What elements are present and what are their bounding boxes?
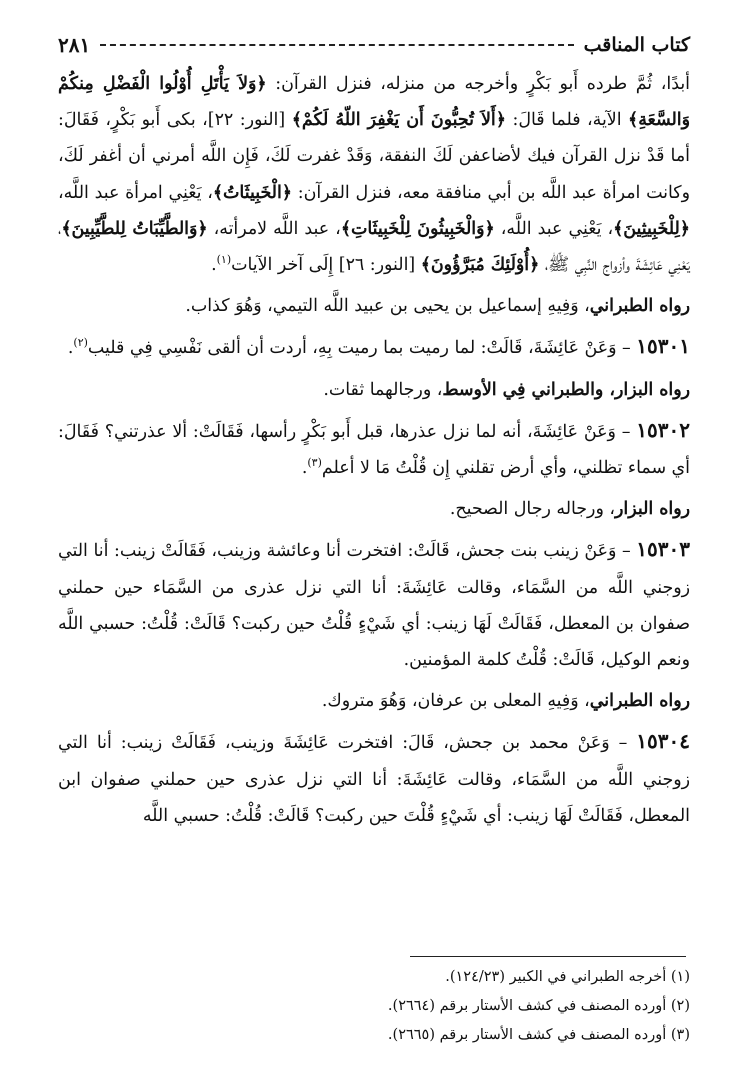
source-name: رواه البزار xyxy=(615,499,690,520)
text-run: – وَعَنْ عَائِشَةَ، قَالَتْ: لما رميت بما رميت بِهِ، أردت أن ألقى نَفْسِي فِي قليب xyxy=(87,338,637,359)
footnotes xyxy=(58,963,690,1050)
footnote: (٣) أورده المصنف في كشف الأستار برقم (٢٦٦٥). xyxy=(387,1027,690,1043)
hadith-number: ١٥٣٠١ xyxy=(636,334,690,359)
text-run: الآية، فلما قَالَ: xyxy=(505,110,629,131)
text-run: ، يَعْنِي عَائِشَةَ وأزواج النَّبِي ﷺ، xyxy=(58,218,690,276)
text-run: . xyxy=(301,458,308,479)
text-run: – وَعَنْ محمد بن جحش، قَالَ: افتخرت عَائِشَةَ وزينب، فَقَالَتْ زينب: أنا التي زوجني اللَّه من السَّمَاء، وقالت عَائِشَةَ: أنا التي نزل عذرى حين حملني صفوان ابن المعطل، فَقَالَتْ لَهَا زينب: أي شَيْءٍ قُلْتَ حين ركبت؟ قَالَتْ: قُلْتُ: حسبي اللَّه xyxy=(58,733,690,826)
header-dashed-rule xyxy=(100,44,573,46)
text-run: – وَعَنْ عَائِشَةَ، أنه لما نزل عذرها، قبل أَبو بَكْرٍ رأسها، فَقَالَتْ: ألا عذرتني؟ فَقَالَ: أي سماء تظلني، وأي أرض تقلني إِن قُلْتُ مَا لا أعلم xyxy=(58,421,690,479)
text-run: ، ورجالهما ثقات. xyxy=(323,379,443,400)
quran-quote: ﴿أَلاَ تُحِبُّونَ أَن يَغْفِرَ اللّهُ لَكُمْ﴾ xyxy=(291,110,506,131)
hadith-paragraph xyxy=(58,723,690,834)
source-name: رواه الطبراني xyxy=(589,691,690,712)
quran-quote: ﴿أُوْلَئِكَ مُبَرَّؤُونَ﴾ xyxy=(420,255,540,276)
text-run: أبدًا، ثُمَّ طرده أَبو بَكْرٍ وأخرجه من منزله، فنزل القرآن: xyxy=(266,74,690,94)
page xyxy=(58,30,690,834)
hadith-number: ١٥٣٠٤ xyxy=(636,729,690,754)
text-run: [النور: ٢٢]، بكى أَبو بَكْرٍ، فَقَالَ: أما قَدْ نزل القرآن فيك لأضاعفن لَكَ النفقة، وَقَدْ غفرت لَكَ، فَإِن اللَّه أمرني أن أغفر لَكَ، وكانت امرأة عبد اللَّه بن أبي منافقة معه، فنزل القرآن: xyxy=(58,110,690,203)
hadith-paragraph xyxy=(58,66,690,283)
footnote: (١) أخرجه الطبراني في الكبير (١٢٤/٢٣). xyxy=(445,969,690,985)
text-run: ، يَعْنِي امرأة عبد اللَّه، xyxy=(58,182,213,203)
narration-source xyxy=(58,683,690,719)
narration-source xyxy=(58,491,690,527)
footnote-ref: (٣) xyxy=(307,456,322,470)
quran-quote: ﴿وَلاَ يَأْتَلِ أُوْلُوا الْفَضْلِ مِنكُمْ وَالسَّعَةِ﴾ xyxy=(58,74,690,131)
text-run: . xyxy=(67,338,74,359)
quran-quote: ﴿الْخَبِيثَاتُ﴾ xyxy=(212,182,292,203)
source-name: رواه الطبراني xyxy=(589,296,690,317)
quran-quote: ﴿وَالطَّيِّبَاتُ لِلطَّيِّبِينَ﴾ xyxy=(61,218,208,239)
hadith-paragraph xyxy=(58,531,690,678)
book-chapter-title: كتاب المناقب xyxy=(583,34,690,56)
narration-source xyxy=(58,372,690,408)
hadith-paragraph xyxy=(58,412,690,486)
text-run: – وَعَنْ زينب بنت جحش، قَالَتْ: افتخرت أنا وعائشة وزينب، فَقَالَتْ زينب: أنا التي زوجني اللَّه من السَّمَاء، وقالت عَائِشَةَ: أنا التي نزل عذرى من السَّمَاء حين حملني صفوان بن المعطل، فَقَالَتْ لَهَا زينب: أي شَيْءٍ قُلْتُ حين ركبت؟ قَالَتْ: قُلْتُ: حسبي اللَّه ونعم الوكيل، قَالَتْ: قُلْتُ كلمة المؤمنين. xyxy=(58,541,690,671)
footnote-separator xyxy=(410,956,686,957)
text-run: ، عبد اللَّه لامرأته، xyxy=(207,218,341,239)
page-number: ٢٨١ xyxy=(58,33,91,57)
page-header xyxy=(58,30,690,60)
quran-quote: ﴿وَالْخَبِيثُونَ لِلْخَبِيثَاتِ﴾ xyxy=(340,218,495,239)
hadith-paragraph xyxy=(58,328,690,366)
narration-source xyxy=(58,288,690,324)
page-body xyxy=(58,66,690,834)
hadith-number: ١٥٣٠٣ xyxy=(636,537,690,562)
hadith-number: ١٥٣٠٢ xyxy=(636,417,690,442)
text-run: [النور: ٢٦] إِلَى آخر الآيات xyxy=(231,255,421,276)
text-run: ، يَعْنِي عبد اللَّه، xyxy=(494,218,614,239)
text-run: ، وَفِيهِ إسماعيل بن يحيى بن عبيد اللَّه التيمي، وَهُوَ كذاب. xyxy=(185,296,590,317)
footnote: (٢) أورده المصنف في كشف الأستار برقم (٢٦٦٤). xyxy=(387,998,690,1014)
footnote-ref: (٢) xyxy=(73,336,88,350)
text-run: . xyxy=(211,255,217,276)
quran-quote: ﴿لِلْخَبِيثِينَ﴾ xyxy=(613,218,690,239)
footnote-ref: (١) xyxy=(216,253,232,267)
text-run: ، ورجاله رجال الصحيح. xyxy=(449,499,615,520)
text-run: ، وَفِيهِ المعلى بن عرفان، وَهُوَ متروك. xyxy=(321,691,590,712)
source-name: رواه البزار، والطبراني فِي الأوسط xyxy=(442,379,690,400)
